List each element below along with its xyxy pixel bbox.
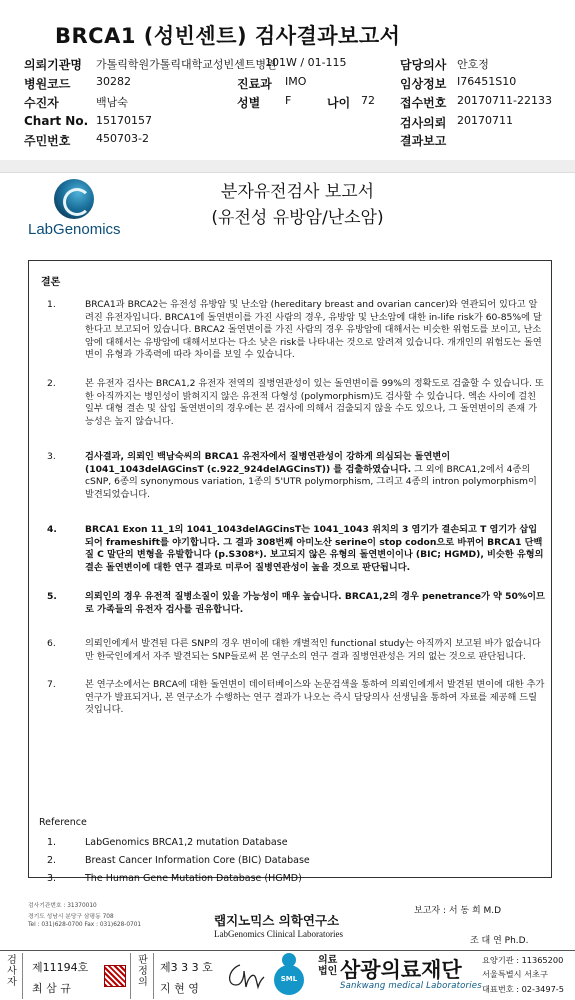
section-label: 결론: [41, 277, 61, 288]
reference-number: 3.: [47, 873, 57, 884]
field-label: 병원코드: [24, 77, 71, 91]
field-label: 검사의뢰: [400, 116, 447, 130]
sml-ball: [274, 965, 304, 995]
judge-label: 판정의: [138, 955, 148, 988]
org-phone: 대표번호 : 02-3497-5: [482, 984, 564, 994]
header-row-3: [0, 94, 575, 112]
report-page: [0, 172, 575, 950]
field-label: 임상정보: [400, 77, 447, 91]
lab-phone: Tel : 031)628-0700 Fax : 031)628-0701: [28, 922, 142, 928]
item-number: 5.: [47, 591, 57, 602]
field-label: 진료과: [237, 77, 272, 91]
divider: [22, 953, 23, 999]
inspector-name: 최 삼 규: [32, 982, 71, 995]
reference-number: 1.: [47, 837, 57, 848]
reference-text: The Human Gene Mutation Database (HGMD): [85, 873, 302, 884]
item-number: 6.: [47, 638, 56, 649]
field-value: 30282: [96, 75, 131, 88]
reference-label: Reference: [39, 817, 87, 828]
judge-signature-icon: [222, 959, 266, 993]
signature-strip: [0, 950, 575, 1000]
item-number: 3.: [47, 451, 56, 462]
item-number: 1.: [47, 299, 56, 310]
inspector-label: 검사자: [7, 955, 17, 988]
item-text-bold: 검사결과, 의뢰인 백남숙씨의 BRCA1 유전자에서 질병연관성이 강하게 의심되는 돌연변이 (1041_1043delAGCinsT (c.922_924delAGCinsT)) 를 검출하였습니다.: [85, 451, 451, 475]
org-address: 서울특별시 서초구: [482, 969, 548, 979]
org-name-en: Sankwang medical Laboratories: [340, 981, 482, 991]
field-label: 나이: [327, 96, 351, 110]
item-number: 4.: [47, 524, 57, 535]
report-subtitle: (유전성 유방암/난소암): [211, 208, 384, 228]
field-value: 72: [361, 94, 375, 107]
field-label: 수진자: [24, 96, 59, 110]
field-label: Chart No.: [24, 114, 89, 128]
report-title: 분자유전검사 보고서: [220, 182, 375, 202]
page-title: BRCA1 (성빈센트) 검사결과보고서: [55, 24, 401, 48]
header-row-5: [0, 132, 575, 150]
divider: [153, 953, 154, 999]
director: 조 대 연 Ph.D.: [470, 936, 529, 946]
org-type: 의료법인: [318, 955, 338, 977]
logo-text: LabGenomics: [28, 221, 121, 238]
reporter: 보고자 : 서 동 희 M.D: [414, 906, 502, 916]
lab-address: 경기도 성남시 분당구 삼평동 708: [28, 914, 114, 920]
field-value: 15170157: [96, 114, 152, 127]
field-value: 101W / 01-115: [265, 56, 347, 69]
field-value: IMO: [285, 75, 307, 88]
field-label: 접수번호: [400, 96, 447, 110]
field-value: F: [285, 94, 292, 107]
item-number: 2.: [47, 378, 56, 389]
field-value: 안호정: [457, 58, 489, 71]
conclusion-box: [28, 260, 552, 884]
item-text: 의뢰인의 경우 유전적 질병소질이 있을 가능성이 매우 높습니다. BRCA1,2의 경우 penetrance가 약 50%이므로 가족들의 유전자 검사를 권유합니다.: [85, 591, 545, 615]
sml-logo: [268, 953, 308, 997]
field-value: 20170711: [457, 114, 513, 127]
org-code: 요양기관 : 11365200: [482, 955, 564, 965]
item-text: BRCA1 Exon 11_1의 1041_1043delAGCinsT는 1041_1043 위치의 3 염기가 결손되고 T 염기가 삽입되어 frameshift를 야기합니다. 그 결과 308번째 아미노산 serine이 stop codon으로 바뀌어 BRCA1 단백질 C 말단의 변형을 유발합니다 (p.S308*). 보고되지 않은 유형의 돌연변이이나 (BIC; HGMD), 비슷한 유형의 결손 돌연변이에 대한 연구 결과로 미루어 질병연관성이 높을 것으로 판단됩니다.: [85, 524, 544, 573]
field-value: 20170711-22133: [457, 94, 552, 107]
divider: [130, 953, 131, 999]
item-text-normal: 그 외에 BRCA1,2에서 4종의 cSNP, 6종의 synonymous variation, 1종의 5'UTR polymorphism, 그리고 4종의 intron polymorphism이 발견되었습니다.: [85, 463, 537, 500]
judge-name: 지 현 영: [160, 982, 199, 995]
org-name: 삼광의료재단: [340, 958, 462, 982]
item-text: 본 유전자 검사는 BRCA1,2 유전자 전역의 질병연관성이 있는 돌연변이를 99%의 정확도로 검출할 수 있습니다. 또한 아직까지는 병인성이 밝혀지지 않은 유전적 다형성 (polymorphism)도 검사할 수 있습니다. 엑손 사이에 걸친 일부 대형 결손 및 삽입 돌연변이의 경우에는 본 검사에 의해서 검출되지 않을 수도 있으나, 그 돌연변이의 존재 가능성은 높지 않습니다.: [85, 378, 544, 427]
inspector-seal: [104, 965, 126, 987]
item-text: BRCA1과 BRCA2는 유전성 유방암 및 난소암 (hereditary breast and ovarian cancer)와 연관되어 있다고 알려진 유전자입니다. BRCA1에 돌연변이를 가진 사람의 경우, 유방암 및 난소암에 대한 in-life risk가 60-85%에 달한다고 보고되어 있습니다. BRCA2 돌연변이를 가진 사람의 경우 유방암에 대해서는 비슷한 위험도를 보이고, 난소암에 대해서는 유방암에 대해서보다는 다소 낮은 risk를 나타내는 것으로 알려져 있습니다. 개개인의 위험도는 돌연변이 유형과 가족력에 따라 차이를 보일 수 있습니다.: [85, 299, 542, 361]
lab-id: 검사기관번호 : 31370010: [28, 903, 97, 909]
field-label: 의뢰기관명: [24, 58, 82, 72]
field-label: 주민번호: [24, 134, 71, 148]
header-row-2: [0, 75, 575, 93]
report-header: [0, 0, 575, 160]
header-row-1: [0, 56, 575, 74]
reference-text: LabGenomics BRCA1,2 mutation Database: [85, 837, 288, 848]
item-text: 의뢰인에게서 발견된 다른 SNP의 경우 변이에 대한 개별적인 functional study는 아직까지 보고된 바가 없습니다만 한국인에게서 자주 발견되는 SNP들로써 본 연구소의 연구 결과 질병연관성은 거의 없는 것으로 판단됩니다.: [85, 638, 541, 662]
field-value: 가톨릭학원가톨릭대학교성빈센트병원: [96, 58, 277, 71]
field-label: 성별: [237, 96, 261, 110]
judge-number: 제3 3 3 호: [160, 961, 213, 974]
item-text: 본 연구소에서는 BRCA에 대한 돌연변이 데이터베이스와 논문검색을 통하여 의뢰인에게서 발견된 변이에 대한 추가 연구가 발표되거나, 본 연구소가 수행하는 연구 결과가 나오는 즉시 담당의사 선생님을 통하여 자료를 제공해 드릴 것입니다.: [85, 679, 545, 716]
item-text: [85, 451, 545, 501]
field-label: 결과보고: [400, 134, 447, 148]
reference-text: Breast Cancer Information Core (BIC) Database: [85, 855, 310, 866]
reference-number: 2.: [47, 855, 57, 866]
field-value: 450703-2: [96, 132, 149, 145]
header-row-4: [0, 114, 575, 132]
institute-name: 랩지노믹스 의학연구소: [214, 913, 340, 928]
field-value: 백남숙: [96, 96, 128, 109]
field-value: I76451S10: [457, 75, 517, 88]
inspector-number: 제11194호: [32, 961, 89, 974]
field-label: 담당의사: [400, 58, 447, 72]
institute-name-en: LabGenomics Clinical Laboratories: [214, 929, 343, 939]
item-number: 7.: [47, 679, 56, 690]
sml-text: SML: [280, 975, 298, 983]
section-divider: [0, 160, 575, 172]
